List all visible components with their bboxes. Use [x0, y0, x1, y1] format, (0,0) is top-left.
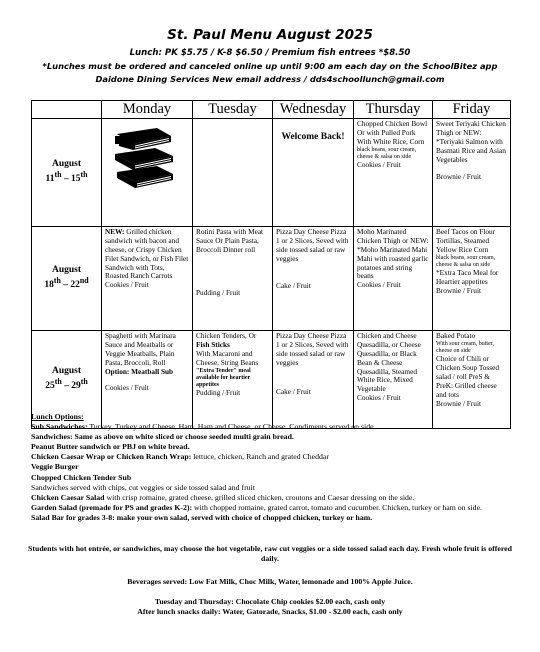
- sandwiches-line: Sandwiches: Same as above on white sliced or choose seeded multi grain bread.: [31, 432, 294, 442]
- menu-cell-tuesday: Rotini Pasta with Meat Sauce Or Plain Pasta, Broccoli Dinner roll Pudding / Fruit: [193, 227, 273, 331]
- menu-cell-wednesday: Pizza Day Cheese Pizza 1 or 2 Slices, Seved with side tossed salad or raw veggies Cake / Fruit: [273, 227, 354, 331]
- salad-bar-line: Salad Bar for grades 3-8: make your own salad, served with choice of chopped chicken, turkey or ham.: [31, 512, 373, 522]
- cookies-line: Tuesday and Thursday: Chocolate Chip cookies $2.00 each, cash only: [154, 597, 386, 606]
- day-header-row: [32, 101, 511, 119]
- day-header-thursday: Thursday: [354, 101, 433, 119]
- menu-table: [31, 100, 511, 429]
- menu-title: St. Paul Menu August 2025: [167, 27, 373, 43]
- menu-cell-monday: Spaghetti with Marinara Sauce and Meatballs or Veggie Meatballs, Plain Pasta, Broccoli, Roll Option: Meatball Sub Cookies / Fruit: [102, 331, 193, 429]
- menu-cell-thursday: Chicken and Cheese Quesadilla, or Cheese Quesadilla, or Black Bean & Cheese Quesadilla, Steamed White Rice, Mixed Vegetable Cookies / Fruit: [354, 331, 433, 429]
- week-month: August: [51, 365, 82, 376]
- menu-cell-monday: [102, 119, 193, 227]
- contact-line: Daidone Dining Services New email address / dds4schoollunch@gmail.com: [95, 74, 445, 84]
- week-range: 18th – 22nd: [44, 276, 89, 291]
- snacks-line: After lunch snacks daily: Water, Gatorade, Snacks, $1.00 - $2.00 each, cash only: [137, 607, 403, 617]
- menu-cell-friday: Sweet Teriyaki Chicken Thigh or NEW: *Teriyaki Salmon with Basmati Rice and Asian Vegetables Brownie / Fruit: [433, 119, 511, 227]
- caesar-salad-line: Chicken Caesar Salad with crisp romaine, grated cheese, grilled sliced chicken, croutons and Caesar dressing on the side.: [31, 492, 415, 502]
- veggie-burger-line: Veggie Burger: [31, 462, 79, 472]
- day-header-monday: Monday: [102, 101, 193, 119]
- day-header-wednesday: Wednesday: [273, 101, 354, 119]
- sandwich-sides-note: Sandwiches served with chips, cut veggies or side tossed salad and fruit: [31, 482, 255, 492]
- pbj-line: Peanut Butter sandwich or PBJ on white bread.: [31, 442, 190, 452]
- week-range: 25th – 29th: [45, 377, 88, 392]
- lunch-options: [31, 412, 516, 523]
- price-line: Lunch: PK $5.75 / K-8 $6.50 / Premium fish entrees *$8.50: [129, 48, 411, 58]
- week-label: [32, 227, 102, 331]
- students-note: Students with hot entrée, or sandwiches, may choose the hot vegetable, raw cut veggies or a side tossed salad each day. Fresh whole fruit is offered daily.: [28, 544, 512, 564]
- week-month: August: [51, 158, 82, 169]
- beverages-line: Beverages served: Low Fat Milk, Choc Milk, Water, lemonade and 100% Apple Juice.: [127, 577, 413, 586]
- day-header-friday: Friday: [433, 101, 511, 119]
- lunch-options-heading: Lunch Options:: [31, 412, 84, 421]
- cookies-snacks-lines: [20, 597, 520, 617]
- day-header-tuesday: Tuesday: [193, 101, 273, 119]
- garden-salad-line: Garden Salad (premade for PS and grades K-2): with chopped romaine, grated carrot, tomato and cucumber. Chicken, turkey or ham on side.: [31, 502, 482, 512]
- menu-cell-monday: NEW: Grilled chicken sandwich with bacon and cheese, or Crispy Chicken Filet Sandwich, or Fish Filet Sandwich with Tots, Roasted Ranch Carrots Cookies / Fruit: [102, 227, 193, 331]
- week-range: 11th – 15th: [45, 170, 88, 185]
- menu-cell-thursday: Moho Marinated Chicken Thigh or NEW: *Moho Marinated Mahi Mahi with roasted garlic potatoes and string beans Cookies / Fruit: [354, 227, 433, 331]
- menu-cell-thursday: Chopped Chicken Bowl Or with Pulled Pork With White Rice, Corn black beans, sour cream, cheese & salsa on side Cookies / Fruit: [354, 119, 433, 227]
- menu-cell-friday: Beef Tacos on Flour Tortillas, Steamed Yellow Rice Corn black beans, sour cream, cheese & salsa on side *Extra Taco Meal for Heartier appetites Brownie / Fruit: [433, 227, 511, 331]
- week-month: August: [51, 264, 82, 275]
- menu-cell-friday: Baked Potato With sour cream, butter, cheese on side Choice of Chili or Chicken Soup Tossed salad / roll PreS & PreK: Grilled cheese and tots Brownie / Fruit: [433, 331, 511, 429]
- sub-sandwiches: Sub Sandwiches: Turkey, Turkey and Cheese, Ham, Ham and Cheese, or Cheese. Condiments served on side.: [31, 422, 376, 432]
- welcome-back-note: Welcome Back!: [273, 119, 354, 227]
- tender-sub-line: Chopped Chicken Tender Sub: [31, 472, 132, 482]
- corner-cell: [32, 101, 102, 119]
- menu-cell-wednesday: Pizza Day Cheese Pizza 1 or 2 Slices, Seved with side tossed salad or raw veggies Cake / Fruit: [273, 331, 354, 429]
- week-label: [32, 119, 102, 227]
- wrap-line: Chicken Caesar Wrap or Chicken Ranch Wrap: lettuce, chicken, Ranch and grated Cheddar: [31, 452, 329, 462]
- books-icon: [111, 126, 181, 192]
- order-notice: *Lunches must be ordered and canceled online up until 9:00 am each day on the SchoolBitez app: [42, 61, 498, 71]
- menu-cell-tuesday: [193, 119, 273, 227]
- week-row: [32, 119, 511, 227]
- menu-cell-tuesday: Chicken Tenders, Or Fish Sticks With Macaroni and Cheese, String Beans "Extra Tender" meal available for heartier appetites Pudding / Fruit: [193, 331, 273, 429]
- week-row: [32, 227, 511, 331]
